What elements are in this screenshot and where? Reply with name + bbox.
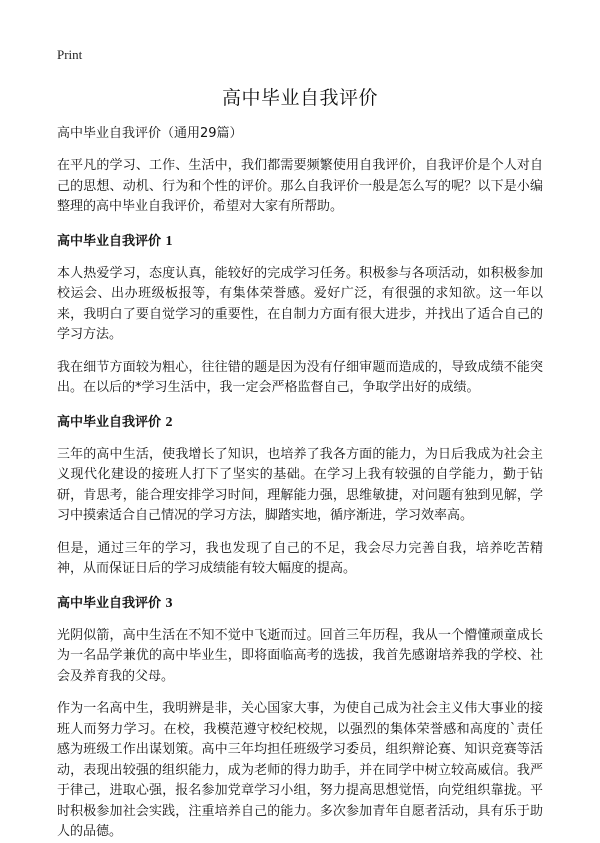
- section-paragraph: 本人热爱学习，态度认真，能较好的完成学习任务。积极参与各项活动，如积极参加校运会、出办班级板报等，有集体荣誉感。爱好广泛，有很强的求知欲。这一年以来，我明白了要自觉学习的重要性，在自制力方面有很大进步，并找出了适合自己的学习方法。: [57, 265, 543, 342]
- section-paragraph: 光阴似箭，高中生活在不知不觉中飞逝而过。回首三年历程，我从一个懵懂顽童成长为一名品学兼优的高中毕业生，即将面临高考的选拔，我首先感谢培养我的学校、社会及养育我的父母。: [57, 627, 543, 684]
- section-heading: [57, 413, 543, 433]
- section-paragraph: 但是，通过三年的学习，我也发现了自己的不足，我会尽力完善自我，培养吃苦精神，从而保证日后的学习成绩能有较大幅度的提高。: [57, 540, 543, 576]
- section-2: [57, 413, 543, 580]
- print-link[interactable]: Print: [57, 47, 83, 62]
- section-3: [57, 594, 543, 843]
- section-heading-text: 高中毕业自我评价: [57, 233, 162, 249]
- section-heading: [57, 594, 543, 614]
- intro-paragraph: 在平凡的学习、工作、生活中，我们都需要频繁使用自我评价，自我评价是个人对自己的思想、动机、行为和个性的评价。那么自我评价一般是怎么写的呢？以下是小编整理的高中毕业自我评价，希望对大家有所帮助。: [57, 158, 543, 214]
- section-heading-text: 高中毕业自我评价: [57, 595, 162, 611]
- page-title: 高中毕业自我评价: [221, 87, 378, 109]
- section-number: 1: [165, 233, 173, 249]
- section-paragraph: 作为一名高中生，我明辨是非，关心国家大事，为使自己成为社会主义伟大事业的接班人而努力学习。在校，我模范遵守校纪校规，以强烈的集体荣誉感和高度的`责任感为班级工作出谋划策。高中三年均担任班级学习委员，组织辩论赛、知识竞赛等活动，表现出较强的组织能力，成为老师的得力助手，并在同学中树立较高威信。我严于律己，进取心强，报名参加党章学习小组，努力提高思想觉悟，向党组织靠拢。平时积极参加社会实践，注重培养自己的能力。多次参加青年自愿者活动，具有乐于助人的品德。: [57, 701, 543, 839]
- section-paragraph: 我在细节方面较为粗心，往往错的题是因为没有仔细审题而造成的，导致成绩不能突出。在以后的*学习生活中，我一定会严格监督自己，争取学出好的成绩。: [57, 359, 543, 395]
- section-1: [57, 232, 543, 399]
- section-paragraph: 三年的高中生活，使我增长了知识，也培养了我各方面的能力，为日后我成为社会主义现代化建设的接班人打下了坚实的基础。在学习上我有较强的自学能力，勤于钻研，肯思考，能合理安排学习时间，理解能力强，思维敏捷，对问题有独到见解，学习中摸索适合自己情况的学习方法，脚踏实地，循序渐进，学习效率高。: [57, 446, 543, 523]
- document-subtitle: 高中毕业自我评价（通用29篇）: [57, 126, 243, 141]
- section-heading-text: 高中毕业自我评价: [57, 414, 162, 430]
- section-number: 3: [165, 595, 173, 611]
- section-heading: [57, 232, 543, 252]
- section-number: 2: [165, 414, 173, 430]
